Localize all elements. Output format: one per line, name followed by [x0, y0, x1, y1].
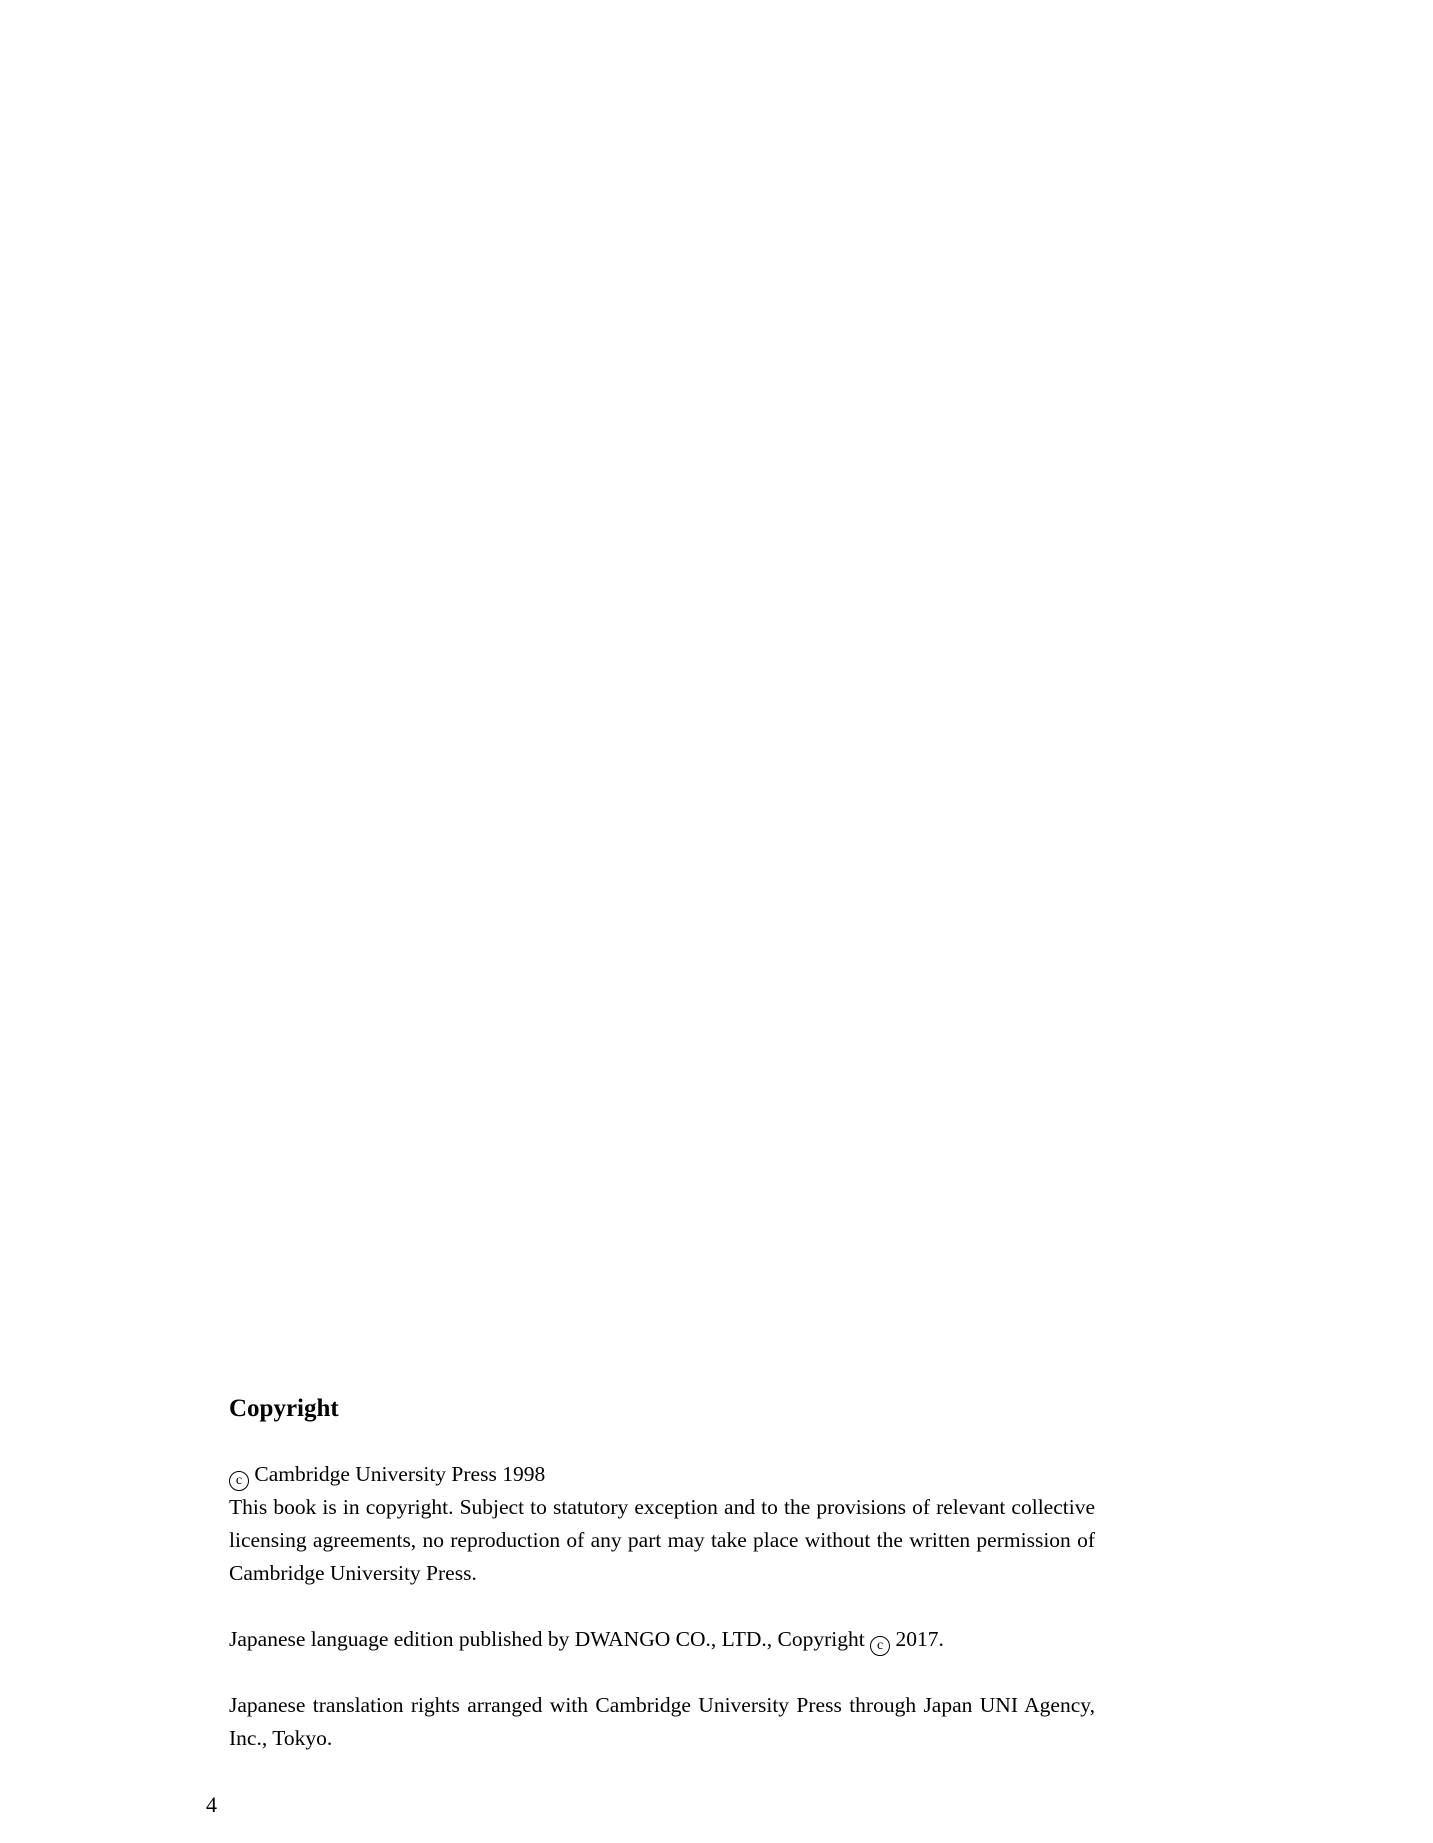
copyright-notice-paragraph: This book is in copyright. Subject to statutory exception and to the provisions of relevant collective licensing agreements, no reproduction of any part may take place without the written permission of Cambridge University Press.: [229, 1495, 1095, 1585]
spacer: [229, 1590, 1095, 1623]
japanese-edition-text: Japanese language edition published by DWANGO CO., LTD., Copyright: [229, 1627, 865, 1651]
copyright-heading: Copyright: [229, 1395, 339, 1422]
japanese-edition-paragraph: [229, 1623, 1095, 1656]
page-number: 4: [206, 1792, 217, 1817]
spacer: [229, 1425, 1095, 1458]
spacer: [229, 1656, 1095, 1689]
japanese-edition-year: 2017.: [895, 1627, 944, 1651]
copyright-section: [229, 1392, 1095, 1755]
copyright-symbol-icon: c: [870, 1636, 890, 1656]
translation-rights-paragraph: Japanese translation rights arranged with Cambridge University Press through Japan UNI Agency, Inc., Tokyo.: [229, 1693, 1095, 1750]
copyright-holder-text: Cambridge University Press 1998: [254, 1462, 546, 1486]
copyright-symbol-icon: c: [229, 1471, 249, 1491]
copyright-line: [229, 1458, 1095, 1491]
